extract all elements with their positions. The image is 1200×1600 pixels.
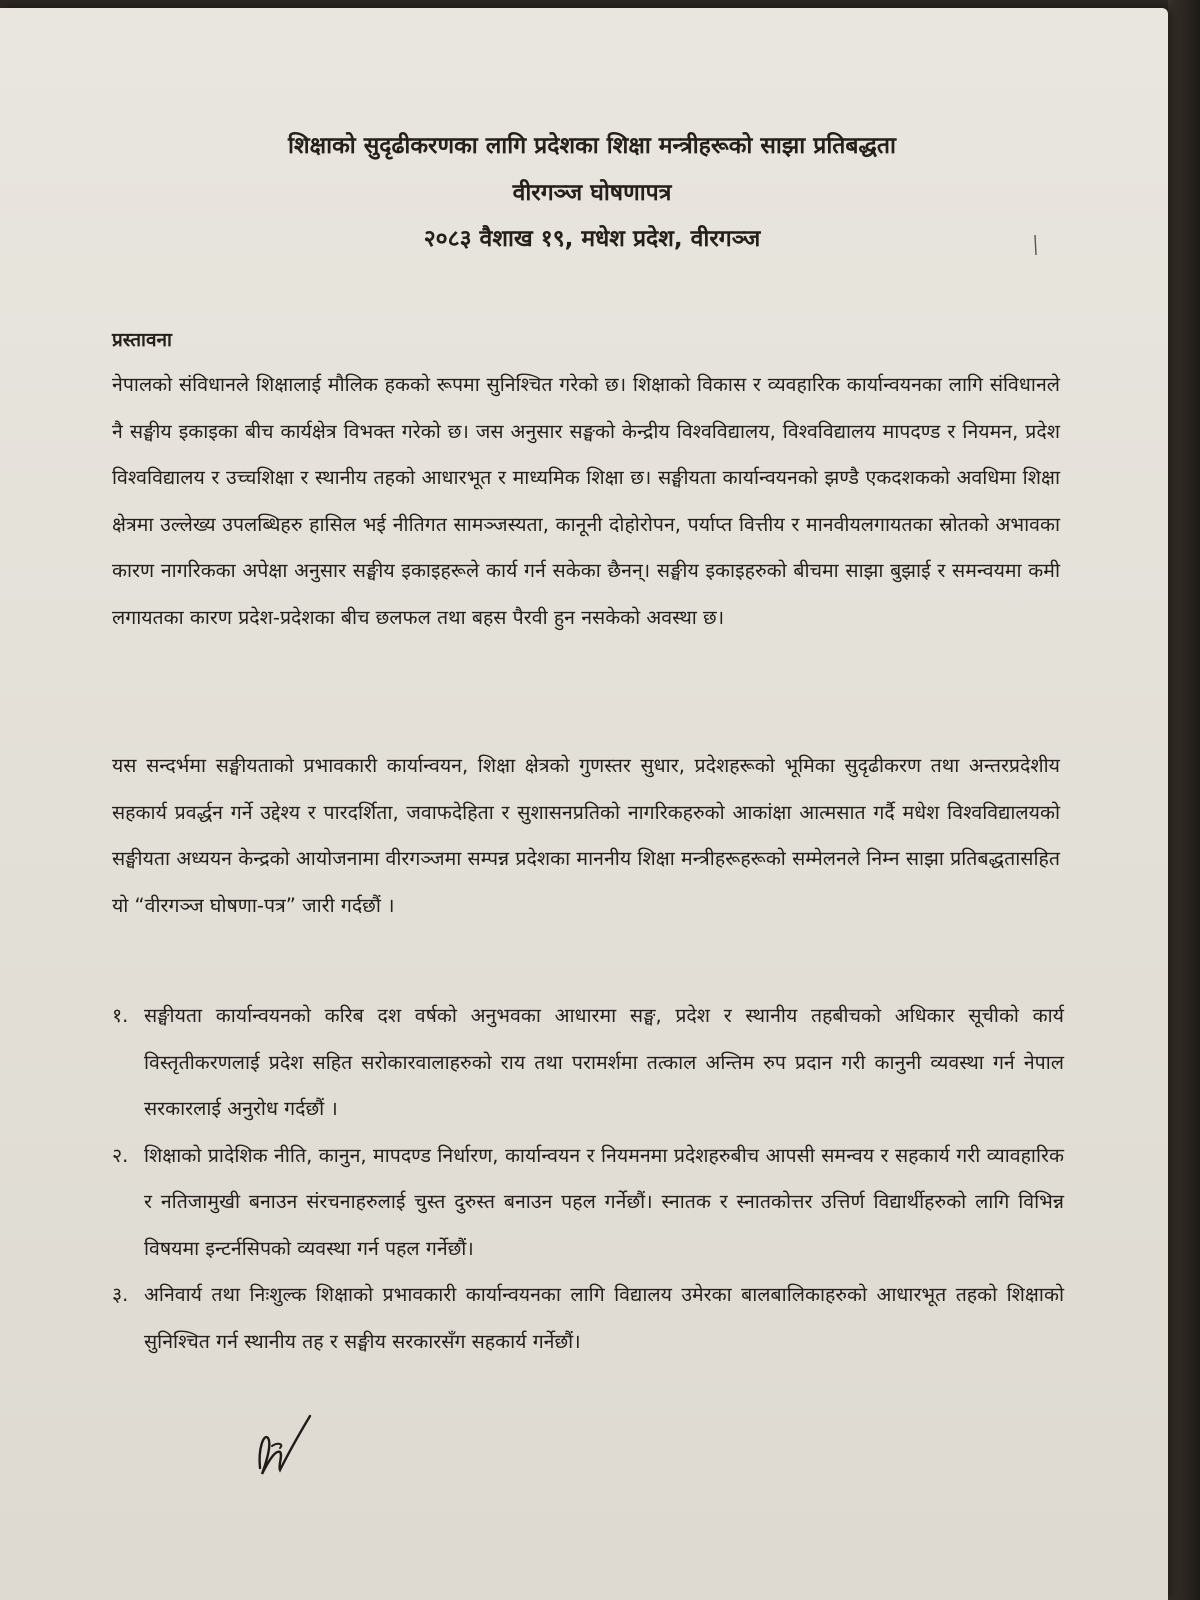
- document-date-place: २०८३ वैशाख १९, मधेश प्रदेश, वीरगञ्ज: [423, 226, 761, 252]
- commitment-item: [112, 1272, 1064, 1365]
- preamble-paragraph-1: नेपालको संविधानले शिक्षालाई मौलिक हकको रूपमा सुनिश्चित गरेको छ। शिक्षाको विकास र व्यवहारिक कार्यान्वयनका लागि संविधानले नै सङ्घीय इकाइका बीच कार्यक्षेत्र विभक्त गरेको छ। जस अनुसार सङ्घको केन्द्रीय विश्वविद्यालय, विश्वविद्यालय मापदण्ड र नियमन, प्रदेश विश्वविद्यालय र उच्चशिक्षा र स्थानीय तहको आधारभूत र माध्यमिक शिक्षा छ। सङ्घीयता कार्यान्वयनको झण्डै एकदशकको अवधिमा शिक्षा क्षेत्रमा उल्लेख्य उपलब्धिहरु हासिल भई नीतिगत सामञ्जस्यता, कानूनी दोहोरोपन, पर्याप्त वित्तीय र मानवीयलगायतका स्रोतको अभावका कारण नागरिकका अपेक्षा अनुसार सङ्घीय इकाइहरूले कार्य गर्न सकेका छैनन्। सङ्घीय इकाइहरुको बीचमा साझा बुझाई र समन्वयमा कमी लगायतका कारण प्रदेश-प्रदेशका बीच छलफल तथा बहस पैरवी हुन नसकेको अवस्था छ।: [112, 373, 1060, 629]
- commitment-text: अनिवार्य तथा निःशुल्क शिक्षाको प्रभावकारी कार्यान्वयनका लागि विद्यालय उमेरका बालबालिकाहरुको आधारभूत तहको शिक्षाको सुनिश्चित गर्न स्थानीय तह र सङ्घीय सरकारसँग सहकार्य गर्नेछौं।: [144, 1283, 1064, 1353]
- commitment-number: १.: [112, 1004, 129, 1027]
- commitment-list: [112, 993, 1064, 1365]
- document-subtitle: वीरगञ्ज घोषणापत्र: [512, 180, 672, 206]
- commitment-text: शिक्षाको प्रादेशिक नीति, कानुन, मापदण्ड निर्धारण, कार्यान्वयन र नियमनमा प्रदेशहरुबीच आपसी समन्वय र सहकार्य गरी व्यावहारिक र नतिजामुखी बनाउन संरचनाहरुलाई चुस्त दुरुस्त बनाउन पहल गर्नेछौं। स्नातक र स्नातकोत्तर उत्तिर्ण विद्यार्थीहरुको लागि विभिन्न विषयमा इन्टर्नसिपको व्यवस्था गर्न पहल गर्नेछौं।: [144, 1143, 1064, 1260]
- section-heading-preamble: प्रस्तावना: [112, 329, 172, 351]
- document-title: शिक्षाको सुदृढीकरणका लागि प्रदेशका शिक्षा मन्त्रीहरूको साझा प्रतिबद्धता: [288, 133, 896, 159]
- preamble-paragraph-2: यस सन्दर्भमा सङ्घीयताको प्रभावकारी कार्यान्वयन, शिक्षा क्षेत्रको गुणस्तर सुधार, प्रदेशहरूको भूमिका सुदृढीकरण तथा अन्तरप्रदेशीय सहकार्य प्रवर्द्धन गर्ने उद्देश्य र पारदर्शिता, जवाफदेहिता र सुशासनप्रतिको नागरिकहरुको आकांक्षा आत्मसात गर्दै मधेश विश्वविद्यालयको सङ्घीयता अध्ययन केन्द्रको आयोजनामा वीरगञ्जमा सम्पन्न प्रदेशका माननीय शिक्षा मन्त्रीहरूहरूको सम्मेलनले निम्न साझा प्रतिबद्धतासहित यो “वीरगञ्ज घोषणा-पत्र” जारी गर्दछौं ।: [112, 754, 1060, 917]
- handwritten-signature: [250, 1408, 320, 1488]
- pencil-mark: [1030, 233, 1040, 257]
- commitment-item: [112, 993, 1064, 1133]
- commitment-number: २.: [112, 1143, 129, 1167]
- commitment-text: सङ्घीयता कार्यान्वयनको करिब दश वर्षको अनुभवका आधारमा सङ्घ, प्रदेश र स्थानीय तहबीचको अधिकार सूचीको कार्य विस्तृतीकरणलाई प्रदेश सहित सरोकारवालाहरुको राय तथा परामर्शमा तत्काल अन्तिम रुप प्रदान गरी कानुनी व्यवस्था गर्न नेपाल सरकारलाई अनुरोध गर्दछौं ।: [144, 1004, 1064, 1120]
- document-page: [0, 8, 1168, 1600]
- background-edge: [1168, 0, 1200, 1600]
- commitment-number: ३.: [112, 1283, 129, 1306]
- commitment-item: [112, 1133, 1064, 1273]
